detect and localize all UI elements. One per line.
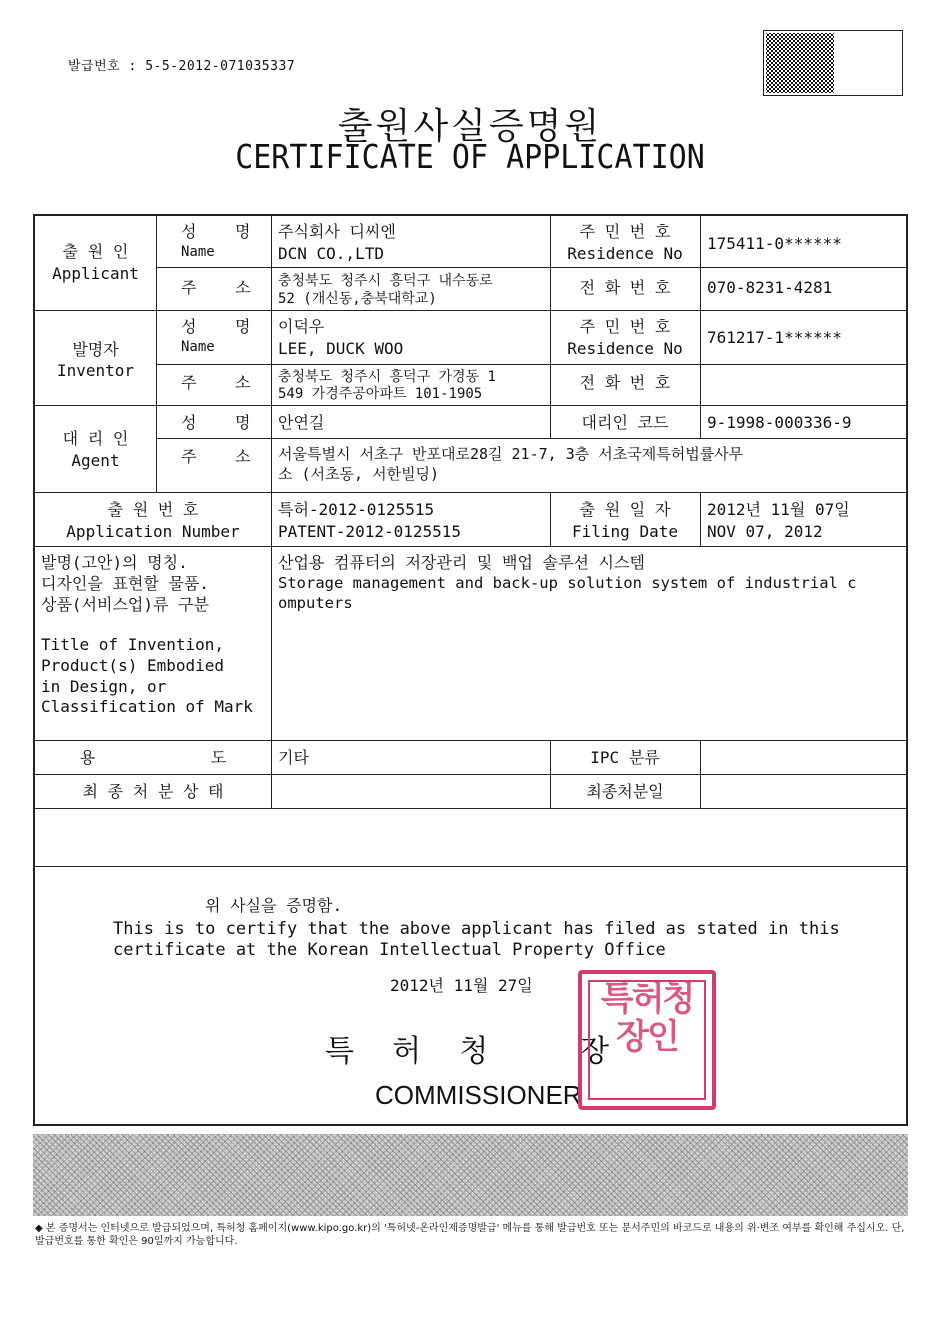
applicant-name-en: DCN CO.,LTD [278, 244, 384, 263]
applicant-name-label: 성 명 [181, 222, 251, 241]
applicant-phone-label: 전 화 번 호 [579, 278, 671, 297]
invention-title-label-ko-1: 발명(고안)의 명칭. [41, 553, 188, 572]
applicant-residence-label: 주 민 번 호 [579, 222, 671, 241]
inventor-phone-label: 전 화 번 호 [579, 373, 671, 392]
invention-title-label-en-2: Product(s) Embodied [41, 656, 225, 675]
inventor-residence-no: 761217-1****** [707, 328, 842, 347]
filing-date-ko: 2012년 11월 07일 [707, 500, 850, 519]
security-pattern [33, 1134, 908, 1216]
agent-code: 9-1998-000336-9 [707, 413, 852, 432]
agent-section-label-en: Agent [71, 451, 120, 470]
inventor-name-ko: 이덕우 [278, 317, 325, 336]
barcode-pattern [766, 33, 834, 93]
applicant-residence-label-en: Residence No [567, 244, 683, 263]
application-number-en: PATENT-2012-0125515 [278, 522, 462, 541]
issuer-korean: 특 허 청 [325, 1034, 489, 1069]
invention-title-en-2: omputers [278, 594, 353, 612]
title-english: CERTIFICATE OF APPLICATION [235, 138, 705, 177]
invention-title-ko: 산업용 컴퓨터의 저장관리 및 백업 솔루션 시스템 [278, 553, 645, 572]
inventor-section-label-en: Inventor [56, 361, 135, 380]
inventor-residence-label: 주 민 번 호 [579, 317, 671, 336]
applicant-section-label: 출 원 인 [62, 242, 129, 261]
barcode [763, 30, 903, 96]
agent-address-line2: 소 (서초동, 서한빌딩) [278, 465, 440, 483]
inventor-section-label: 발명자 [72, 340, 119, 359]
final-date-label: 최종처분일 [586, 782, 664, 801]
application-number-ko: 특허-2012-0125515 [278, 500, 435, 519]
issuer-english: COMMISSIONER [375, 1080, 582, 1110]
inventor-address-label: 주 소 [181, 373, 251, 392]
certification-en-1: This is to certify that the above applicant has filed as stated in this [113, 919, 840, 939]
applicant-section-label-en: Applicant [52, 264, 139, 283]
agent-name-label: 성 명 [181, 413, 251, 432]
agent-address-label: 주 소 [181, 447, 251, 466]
certificate-form [33, 214, 908, 1126]
footer-note: ◆ 본 증명서는 인터넷으로 발급되었으며, 특허청 홈페이지(www.kipo.go.kr)의 '특허넷-온라인제증명발급' 메뉴를 통해 발급번호 또는 문서주민의 바코드로 내용의 위·변조 여부를 확인해 주십시오. 단, 발급번호를 통한 확인은 90일까지 가능합니다. [35, 1223, 905, 1247]
invention-title-en-1: Storage management and back-up solution system of industrial c [278, 574, 857, 592]
issuer-suffix: 장 [580, 1034, 609, 1069]
applicant-address-line1: 충청북도 청주시 흥덕구 내수동로 [278, 273, 493, 289]
issue-number: 발급번호 : 5-5-2012-071035337 [68, 59, 296, 74]
certification-date: 2012년 11월 27일 [390, 976, 533, 995]
agent-code-label: 대리인 코드 [581, 413, 669, 432]
filing-date-label: 출 원 일 자 [579, 500, 671, 519]
applicant-address-line2: 52 (개신동,충북대학교) [278, 291, 437, 307]
inventor-residence-label-en: Residence No [567, 339, 683, 358]
applicant-residence-no: 175411-0****** [707, 234, 842, 253]
final-status-label: 최 종 처 분 상 태 [82, 782, 224, 801]
filing-date-label-en: Filing Date [572, 522, 678, 541]
invention-title-label-en-1: Title of Invention, [41, 635, 225, 654]
application-number-label-en: Application Number [66, 522, 240, 541]
applicant-name-ko: 주식회사 디씨엔 [278, 222, 396, 241]
inventor-name-en: LEE, DUCK WOO [278, 339, 404, 358]
invention-title-label-en-4: Classification of Mark [41, 697, 253, 716]
invention-title-label-en-3: in Design, or [41, 677, 167, 696]
seal-text: 특허청장인 [600, 979, 694, 1057]
certification-ko: 위 사실을 증명함. [205, 896, 343, 915]
agent-section-label: 대 리 인 [62, 429, 129, 448]
agent-name: 안연길 [278, 413, 325, 432]
invention-title-label-ko-3: 상품(서비스업)류 구분 [41, 595, 210, 614]
inventor-address-line2: 549 가경주공아파트 101-1905 [278, 386, 483, 402]
title-korean: 출원사실증명원 [337, 106, 603, 147]
application-number-label: 출 원 번 호 [107, 500, 199, 519]
certification-en-2: certificate at the Korean Intellectual Property Office [113, 940, 666, 960]
inventor-name-label: 성 명 [181, 317, 251, 336]
filing-date-en: NOV 07, 2012 [707, 522, 823, 541]
invention-title-label-ko-2: 디자인을 표현할 물품. [41, 574, 210, 593]
applicant-address-label: 주 소 [181, 278, 251, 297]
ipc-label: IPC 분류 [590, 748, 660, 767]
applicant-name-label-en: Name [181, 244, 215, 260]
applicant-phone: 070-8231-4281 [707, 278, 833, 297]
usage-value: 기타 [278, 748, 309, 767]
inventor-address-line1: 충청북도 청주시 흥덕구 가경동 1 [278, 369, 496, 385]
inventor-name-label-en: Name [181, 339, 215, 355]
official-seal [578, 970, 716, 1110]
agent-address-line1: 서울특별시 서초구 반포대로28길 21-7, 3층 서초국제특허법률사무 [278, 445, 744, 463]
usage-label: 용 도 [79, 748, 227, 767]
